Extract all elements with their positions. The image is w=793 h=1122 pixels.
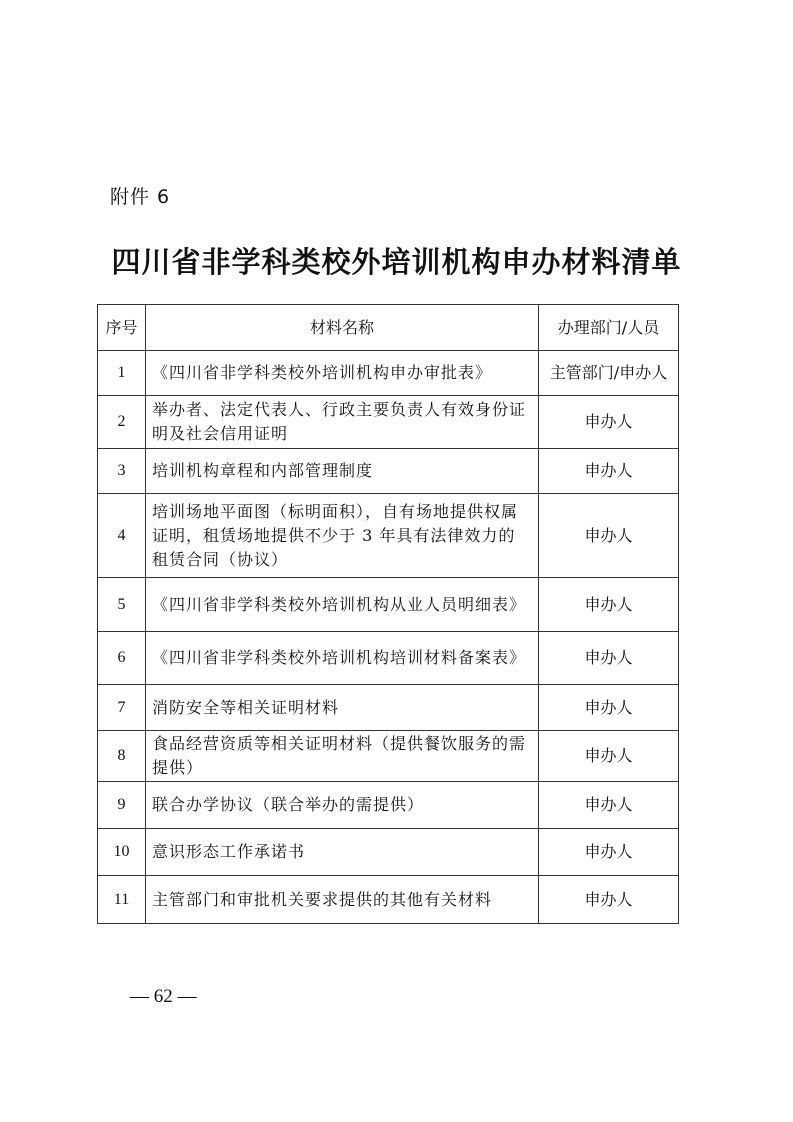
- table-row: [98, 449, 679, 494]
- dept-person: 申办人: [539, 829, 679, 876]
- row-number: 1: [98, 351, 146, 396]
- dept-person: 申办人: [539, 685, 679, 731]
- header-seq: 序号: [98, 305, 146, 351]
- row-number: 5: [98, 578, 146, 632]
- header-dept: 办理部门/人员: [539, 305, 679, 351]
- table-row: [98, 578, 679, 632]
- dept-person: 申办人: [539, 632, 679, 685]
- material-name: 《四川省非学科类校外培训机构从业人员明细表》: [146, 578, 539, 632]
- material-name: 主管部门和审批机关要求提供的其他有关材料: [146, 876, 539, 924]
- dept-person: 申办人: [539, 876, 679, 924]
- material-name: 联合办学协议（联合举办的需提供）: [146, 782, 539, 829]
- row-number: 9: [98, 782, 146, 829]
- table-row: [98, 876, 679, 924]
- table-row: [98, 351, 679, 396]
- row-number: 6: [98, 632, 146, 685]
- dept-person: 申办人: [539, 396, 679, 449]
- dept-person: 主管部门/申办人: [539, 351, 679, 396]
- table-header-row: [98, 305, 679, 351]
- header-material-name: 材料名称: [146, 305, 539, 351]
- table-row: [98, 829, 679, 876]
- row-number: 8: [98, 731, 146, 782]
- row-number: 11: [98, 876, 146, 924]
- row-number: 2: [98, 396, 146, 449]
- dept-person: 申办人: [539, 578, 679, 632]
- dept-person: 申办人: [539, 731, 679, 782]
- dept-person: 申办人: [539, 782, 679, 829]
- material-name: 《四川省非学科类校外培训机构申办审批表》: [146, 351, 539, 396]
- page-number: — 62 —: [130, 986, 197, 1007]
- row-number: 7: [98, 685, 146, 731]
- table-row: [98, 731, 679, 782]
- document-title: 四川省非学科类校外培训机构申办材料清单: [111, 245, 682, 279]
- table-row: [98, 685, 679, 731]
- attachment-label: 附件 6: [110, 186, 171, 208]
- table-row: [98, 396, 679, 449]
- materials-table: [97, 304, 679, 924]
- row-number: 4: [98, 494, 146, 578]
- row-number: 10: [98, 829, 146, 876]
- material-name: 《四川省非学科类校外培训机构培训材料备案表》: [146, 632, 539, 685]
- table-row: [98, 632, 679, 685]
- row-number: 3: [98, 449, 146, 494]
- material-name: 意识形态工作承诺书: [146, 829, 539, 876]
- material-name: 培训场地平面图（标明面积），自有场地提供权属证明，租赁场地提供不少于 3 年具有法律效力的租赁合同（协议）: [146, 494, 539, 578]
- material-name: 举办者、法定代表人、行政主要负责人有效身份证明及社会信用证明: [146, 396, 539, 449]
- dept-person: 申办人: [539, 494, 679, 578]
- material-name: 消防安全等相关证明材料: [146, 685, 539, 731]
- material-name: 培训机构章程和内部管理制度: [146, 449, 539, 494]
- material-name: 食品经营资质等相关证明材料（提供餐饮服务的需提供）: [146, 731, 539, 782]
- table-row: [98, 494, 679, 578]
- table-row: [98, 782, 679, 829]
- dept-person: 申办人: [539, 449, 679, 494]
